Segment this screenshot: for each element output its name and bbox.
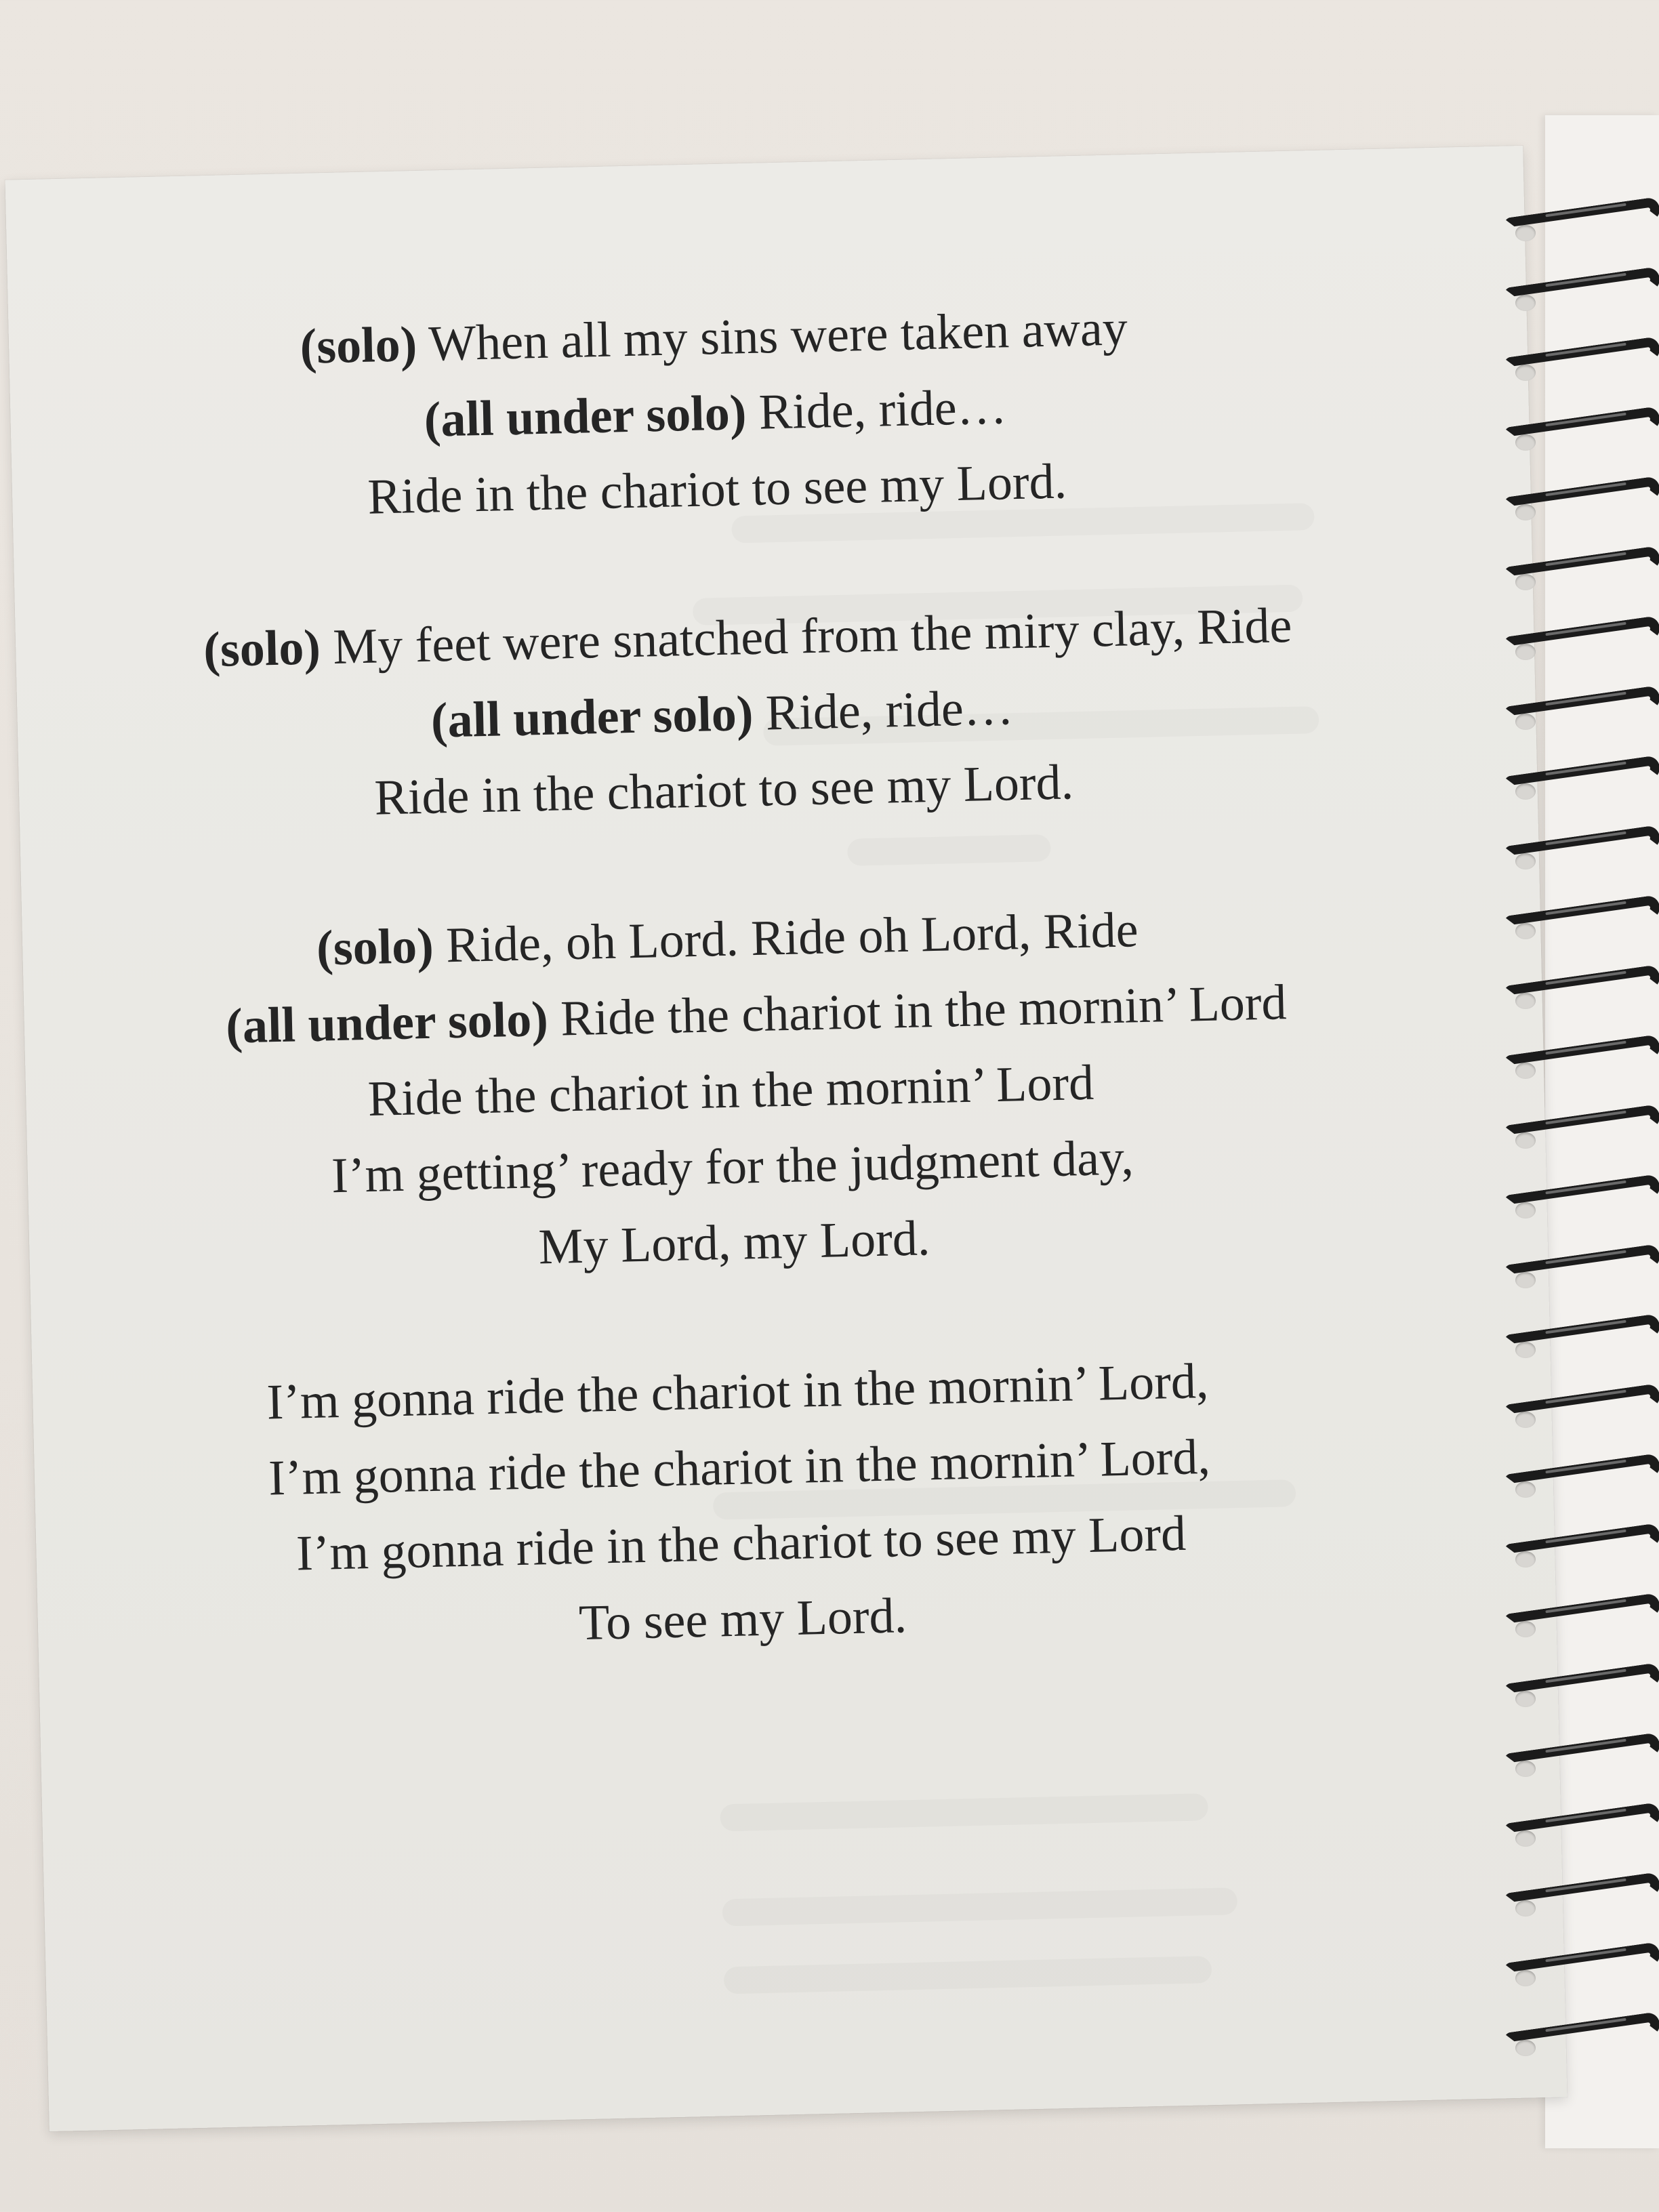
spiral-coil-icon <box>1498 203 1659 2101</box>
coil-loop <box>1504 2011 1659 2056</box>
coil-loop <box>1504 1034 1659 1079</box>
lyric-text: My Lord, my Lord. <box>537 1210 931 1275</box>
coil-ring <box>1498 1111 1659 1158</box>
coil-ring <box>1498 1041 1659 1088</box>
part-label: (solo) <box>299 316 418 375</box>
coil-loop <box>1504 1174 1659 1218</box>
coil-ring <box>1498 1460 1659 1507</box>
coil-loop <box>1504 825 1659 869</box>
coil-ring <box>1498 203 1659 251</box>
coil-loop <box>1504 964 1659 1009</box>
coil-ring <box>1498 1809 1659 1856</box>
coil-loop <box>1504 197 1659 241</box>
songbook-page <box>5 146 1568 2131</box>
coil-ring <box>1498 273 1659 321</box>
coil-ring <box>1498 343 1659 390</box>
coil-ring <box>1498 832 1659 879</box>
lyric-text: Ride, oh Lord. Ride oh Lord, Ride <box>432 902 1139 974</box>
coil-ring <box>1498 971 1659 1019</box>
coil-loop <box>1504 336 1659 381</box>
lyric-text: I’m gonna ride the chariot in the mornin’ Lord, <box>266 1353 1210 1431</box>
lyric-text: I’m gonna ride the chariot in the mornin’ Lord, <box>268 1429 1211 1507</box>
part-label: (all under solo) <box>430 685 754 749</box>
lyric-text: Ride in the chariot to see my Lord. <box>367 453 1067 525</box>
lyric-text: Ride, ride… <box>752 680 1015 741</box>
coil-ring <box>1498 1390 1659 1437</box>
coil-ring <box>1498 1739 1659 1786</box>
coil-ring <box>1498 1948 1659 1996</box>
stanza-4 <box>32 1338 1448 1673</box>
part-label: (all under solo) <box>423 385 747 448</box>
coil-ring <box>1498 1530 1659 1577</box>
coil-loop <box>1504 615 1659 660</box>
coil-loop <box>1504 895 1659 939</box>
coil-ring <box>1498 622 1659 670</box>
coil-ring <box>1498 692 1659 739</box>
coil-ring <box>1498 413 1659 460</box>
coil-loop <box>1504 685 1659 730</box>
coil-loop <box>1504 1313 1659 1358</box>
coil-loop <box>1504 1802 1659 1847</box>
coil-loop <box>1504 755 1659 800</box>
lyric-text: Ride, ride… <box>745 379 1008 441</box>
coil-ring <box>1498 1250 1659 1298</box>
coil-ring <box>1498 1669 1659 1717</box>
coil-ring <box>1498 1879 1659 1926</box>
coil-ring <box>1498 483 1659 530</box>
coil-ring <box>1498 901 1659 949</box>
part-label: (solo) <box>203 619 321 678</box>
lyric-text: Ride the chariot in the mornin’ Lord <box>547 975 1288 1047</box>
part-label: (all under solo) <box>225 991 549 1054</box>
coil-loop <box>1504 1104 1659 1149</box>
lyric-text: I’m gonna ride in the chariot to see my Lord <box>295 1505 1187 1582</box>
coil-loop <box>1504 1593 1659 1637</box>
coil-ring <box>1498 1320 1659 1368</box>
coil-loop <box>1504 1453 1659 1498</box>
lyric-text: Ride the chariot in the mornin’ Lord <box>367 1054 1094 1127</box>
stanza-2 <box>15 584 1429 844</box>
coil-loop <box>1504 266 1659 311</box>
coil-loop <box>1504 546 1659 590</box>
lyric-text: My feet were snatched from the miry clay, Ride <box>319 597 1293 676</box>
lyric-text: I’m getting’ ready for the judgment day, <box>331 1130 1134 1204</box>
coil-ring <box>1498 762 1659 809</box>
coil-loop <box>1504 1872 1659 1917</box>
coil-loop <box>1504 1732 1659 1777</box>
coil-ring <box>1498 2018 1659 2066</box>
coil-loop <box>1504 1662 1659 1707</box>
coil-loop <box>1504 406 1659 451</box>
coil-loop <box>1504 1942 1659 1986</box>
coil-ring <box>1498 1599 1659 1647</box>
coil-loop <box>1504 1383 1659 1428</box>
lyrics-block <box>8 284 1450 1747</box>
lyric-text: Ride in the chariot to see my Lord. <box>373 754 1074 826</box>
part-label: (solo) <box>316 918 434 977</box>
stanza-1 <box>8 284 1422 544</box>
lyric-text: When all my sins were taken away <box>416 300 1128 373</box>
coil-loop <box>1504 1523 1659 1568</box>
stanza-3 <box>22 885 1439 1296</box>
coil-ring <box>1498 1181 1659 1228</box>
coil-loop <box>1504 1244 1659 1288</box>
coil-ring <box>1498 552 1659 600</box>
coil-loop <box>1504 476 1659 520</box>
lyric-text: To see my Lord. <box>578 1588 907 1652</box>
